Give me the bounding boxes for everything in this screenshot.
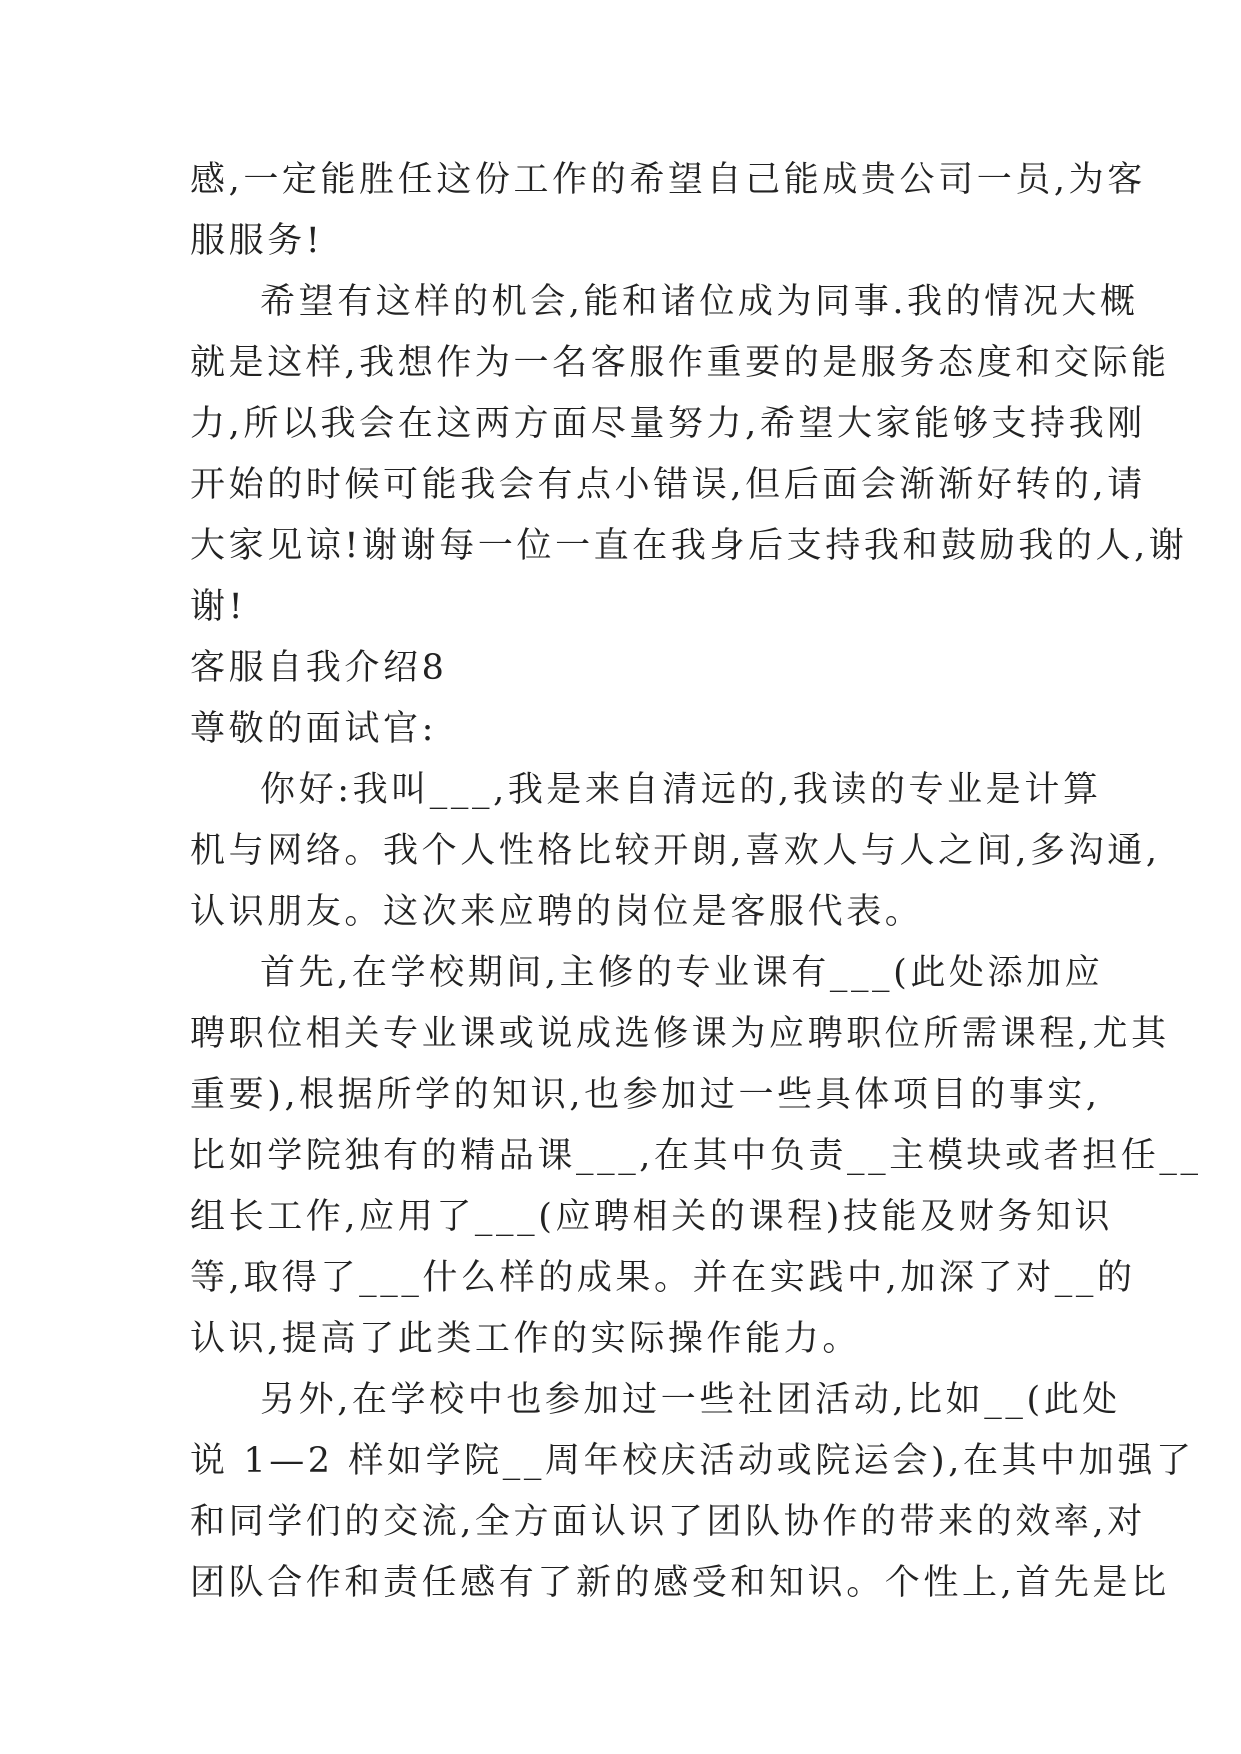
paragraph-start: 你好:我叫___,我是来自清远的,我读的专业是计算 — [260, 770, 1102, 810]
text-line: 说 1—2 样如学院__周年校庆活动或院运会),在其中加强了 — [190, 1441, 1195, 1481]
text-line: 感,一定能胜任这份工作的希望自己能成贵公司一员,为客 — [190, 160, 1146, 200]
text-line: 重要),根据所学的知识,也参加过一些具体项目的事实, — [190, 1075, 1101, 1115]
text-line: 谢! — [190, 587, 247, 627]
text-line: 机与网络。我个人性格比较开朗,喜欢人与人之间,多沟通, — [190, 831, 1161, 871]
text-line: 组长工作,应用了___(应聘相关的课程)技能及财务知识 — [190, 1197, 1114, 1237]
paragraph-start: 首先,在学校期间,主修的专业课有___(此处添加应 — [260, 953, 1104, 993]
salutation: 尊敬的面试官: — [190, 709, 437, 749]
text-line: 聘职位相关专业课或说成选修课为应聘职位所需课程,尤其 — [190, 1014, 1170, 1054]
text-line: 力,所以我会在这两方面尽量努力,希望大家能够支持我刚 — [190, 404, 1146, 444]
section-heading: 客服自我介绍8 — [190, 648, 448, 688]
text-line: 比如学院独有的精品课___,在其中负责__主模块或者担任__ — [190, 1136, 1202, 1176]
text-line: 团队合作和责任感有了新的感受和知识。个性上,首先是比 — [190, 1563, 1170, 1603]
text-line: 和同学们的交流,全方面认识了团队协作的带来的效率,对 — [190, 1502, 1146, 1542]
paragraph-start: 希望有这样的机会,能和诸位成为同事.我的情况大概 — [260, 282, 1139, 322]
document-page — [190, 150, 1202, 1614]
text-line: 服服务! — [190, 221, 324, 261]
text-line: 就是这样,我想作为一名客服作重要的是服务态度和交际能 — [190, 343, 1170, 383]
text-line: 等,取得了___什么样的成果。并在实践中,加深了对__的 — [190, 1258, 1136, 1298]
text-line: 开始的时候可能我会有点小错误,但后面会渐渐好转的,请 — [190, 465, 1146, 505]
text-line: 认识朋友。这次来应聘的岗位是客服代表。 — [190, 892, 924, 932]
paragraph-start: 另外,在学校中也参加过一些社团活动,比如__(此处 — [260, 1380, 1121, 1420]
text-line: 大家见谅!谢谢每一位一直在我身后支持我和鼓励我的人,谢 — [190, 526, 1188, 566]
text-line: 认识,提高了此类工作的实际操作能力。 — [190, 1319, 861, 1359]
